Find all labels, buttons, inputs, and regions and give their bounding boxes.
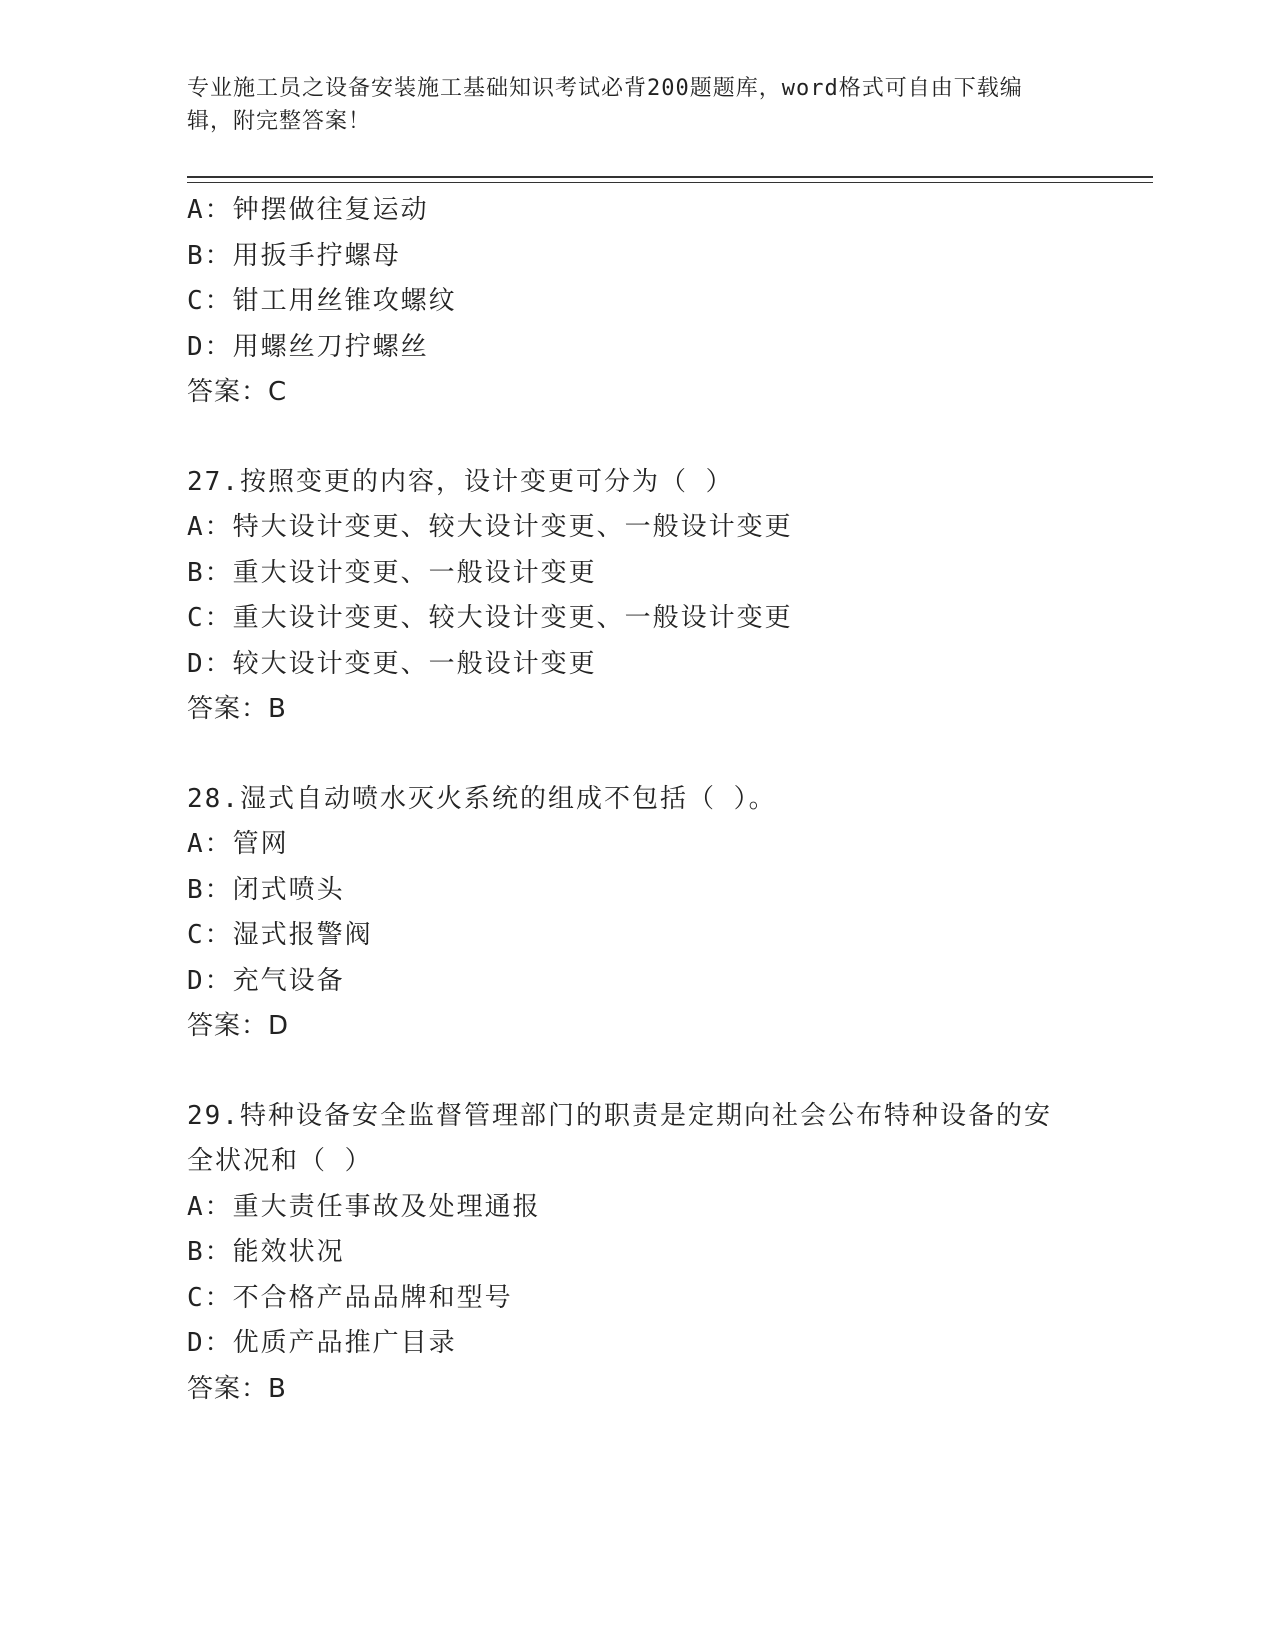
question-block-29 xyxy=(187,1094,1087,1413)
answer-line: 答案：D xyxy=(187,1011,290,1041)
question-list xyxy=(187,188,1087,1412)
option-c: C：重大设计变更、较大设计变更、一般设计变更 xyxy=(187,603,793,633)
question-block-26 xyxy=(187,188,1087,416)
option-d: D：充气设备 xyxy=(187,965,345,996)
question-text: 27.按照变更的内容，设计变更可分为（ ） xyxy=(187,466,734,497)
option-a: A：重大责任事故及处理通报 xyxy=(187,1191,541,1222)
header-divider-thin xyxy=(187,182,1153,183)
question-text: 28.湿式自动喷水灭火系统的组成不包括（ ）。 xyxy=(187,783,777,814)
option-b: B：闭式喷头 xyxy=(187,874,345,905)
option-a: A：钟摆做往复运动 xyxy=(187,195,429,225)
option-d: D：较大设计变更、一般设计变更 xyxy=(187,648,597,679)
option-c: C：钳工用丝锥攻螺纹 xyxy=(187,286,457,316)
option-a: A：特大设计变更、较大设计变更、一般设计变更 xyxy=(187,512,793,542)
question-block-27 xyxy=(187,460,1087,733)
option-c: C：湿式报警阀 xyxy=(187,920,373,950)
document-header: 专业施工员之设备安装施工基础知识考试必背200题题库，word格式可自由下载编辑，附完整答案！ xyxy=(187,76,1023,134)
answer-line: 答案：B xyxy=(187,1373,287,1404)
header-divider-thick xyxy=(187,176,1153,178)
option-c: C：不合格产品品牌和型号 xyxy=(187,1282,513,1313)
question-text: 29.特种设备安全监督管理部门的职责是定期向社会公布特种设备的安全状况和（ ） xyxy=(187,1100,1052,1176)
option-d: D：优质产品推广目录 xyxy=(187,1328,457,1358)
option-b: B：重大设计变更、一般设计变更 xyxy=(187,557,597,588)
answer-line: 答案：C xyxy=(187,377,288,407)
answer-line: 答案：B xyxy=(187,694,287,724)
option-b: B：用扳手拧螺母 xyxy=(187,240,401,271)
option-b: B：能效状况 xyxy=(187,1237,345,1267)
question-block-28 xyxy=(187,777,1087,1050)
option-d: D：用螺丝刀拧螺丝 xyxy=(187,331,429,362)
option-a: A：管网 xyxy=(187,829,289,859)
